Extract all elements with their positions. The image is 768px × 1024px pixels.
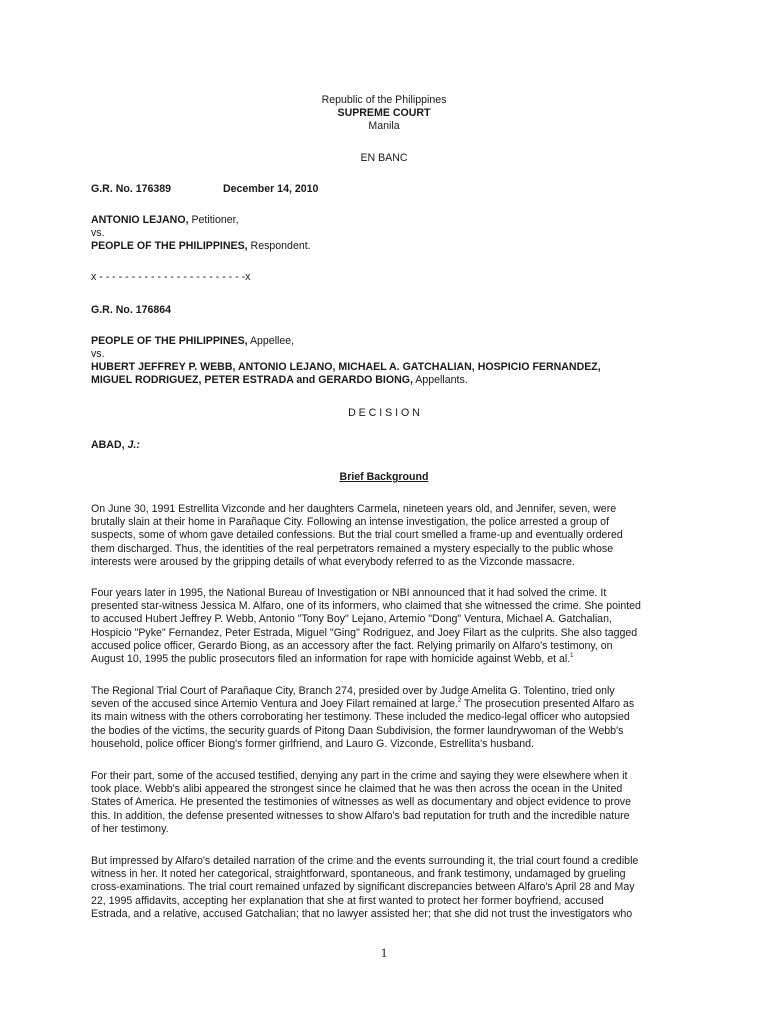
- decision-heading: D E C I S I O N: [348, 407, 420, 419]
- paragraph-text: The prosecution presented Alfaro as: [461, 698, 635, 711]
- paragraph-line: 22, 1995 affidavits, accepting her explanation that she at first wanted to protect her former boyfriend, accused: [91, 894, 604, 907]
- section-title: Brief Background: [339, 471, 429, 483]
- paragraph-line: interests were aroused by the gripping details of what everybody referred to as the Vizconde massacre.: [91, 555, 575, 568]
- case1-petitioner: [91, 214, 239, 227]
- justice-suffix: J.:: [127, 439, 140, 451]
- case-separator: x - - - - - - - - - - - - - - - - - - - - - - -x: [91, 271, 251, 283]
- paragraph-line: The Regional Trial Court of Parañaque City, Branch 274, presided over by Judge Amelita G. Tolentino, tried only: [91, 685, 615, 697]
- paragraph-line: the bodies of the victims, the security guards of Pitong Daan Subdivision, the former laundrywoman of the Webb's: [91, 724, 624, 737]
- paragraph-line: [91, 698, 651, 711]
- justice-name: ABAD,: [91, 439, 128, 451]
- republic-line: Republic of the Philippines: [321, 94, 447, 106]
- ponente: [91, 439, 140, 452]
- case1-vs: vs.: [91, 227, 105, 239]
- page-number: 1: [380, 945, 388, 960]
- case2-vs: vs.: [91, 348, 105, 360]
- case1-gr-number: G.R. No. 176389: [91, 183, 172, 195]
- appellants-line-2: [91, 374, 468, 387]
- case1-respondent: [91, 240, 311, 253]
- case2-gr-number: G.R. No. 176864: [91, 304, 172, 316]
- appellants-names: MIGUEL RODRIGUEZ, PETER ESTRADA and GERARDO BIONG,: [91, 374, 413, 386]
- paragraph-line: household, police officer Biong's former girlfriend, and Lauro G. Vizconde, Estrellita's husband.: [91, 737, 534, 750]
- court-city: Manila: [368, 120, 400, 132]
- paragraph-line: For their part, some of the accused testified, denying any part in the crime and saying they were elsewhere when it: [91, 770, 628, 782]
- paragraph-line: accused police officer, Gerardo Biong, as an accessory after the fact. Relying primarily on Alfaro's testimony, on: [91, 639, 613, 652]
- petitioner-name: ANTONIO LEJANO,: [91, 214, 189, 226]
- paragraph-line: cross-examinations. The trial court remained unfazed by significant discrepancies between Alfaro's April 28 and May: [91, 881, 635, 894]
- case2-appellee: [91, 335, 294, 348]
- paragraph-line: them discharged. Thus, the identities of the real perpetrators remained a mystery especially to the public whose: [91, 542, 614, 555]
- court-name: SUPREME COURT: [337, 107, 431, 119]
- footnote-ref-2[interactable]: 2: [457, 698, 462, 705]
- paragraph-line: On June 30, 1991 Estrellita Vizconde and her daughters Carmela, nineteen years old, and Jennifer, seven, were: [91, 503, 617, 515]
- paragraph-text: August 10, 1995 the public prosecutors filed an information for rape with homicide against Webb, et al.: [91, 653, 571, 666]
- respondent-name: PEOPLE OF THE PHILIPPINES,: [91, 240, 248, 252]
- paragraph-5: [91, 855, 651, 921]
- petitioner-role: Petitioner,: [188, 214, 239, 226]
- paragraph-line: of her testimony.: [91, 822, 169, 835]
- appellee-role: Appellee,: [247, 335, 295, 347]
- appellants-line-1: HUBERT JEFFREY P. WEBB, ANTONIO LEJANO, MICHAEL A. GATCHALIAN, HOSPICIO FERNANDEZ,: [91, 361, 601, 373]
- paragraph-1: [91, 503, 651, 569]
- paragraph-text: seven of the accused since Artemio Ventura and Joey Filart remained at large.: [91, 698, 458, 711]
- footnote-ref-1[interactable]: 1: [570, 653, 574, 660]
- paragraph-line: Estrada, and a relative, accused Gatchalian; that no lawyer assisted her; that she did not trust the investigators who: [91, 907, 633, 920]
- appellants-role: Appellants.: [412, 374, 468, 386]
- banc-label: EN BANC: [360, 152, 408, 164]
- paragraph-3: [91, 685, 651, 751]
- paragraph-line: presented star-witness Jessica M. Alfaro, one of its informers, who claimed that she witnessed the crime. She pointed: [91, 600, 641, 613]
- paragraph-line: brutally slain at their home in Parañaque City. Following an intense investigation, the police arrested a group of: [91, 516, 610, 529]
- paragraph-line: States of America. He presented the testimonies of witnesses as well as documentary and object evidence to prove: [91, 796, 631, 809]
- paragraph-line: witness in her. It noted her categorical, straightforward, spontaneous, and frank testimony, undamaged by grueling: [91, 868, 626, 881]
- paragraph-4: [91, 770, 651, 836]
- paragraph-line: suspects, some of whom gave detailed confessions. But the trial court smelled a frame-up and eventually ordered: [91, 529, 623, 542]
- case1-date: December 14, 2010: [223, 183, 319, 195]
- paragraph-line: Four years later in 1995, the National Bureau of Investigation or NBI announced that it had solved the crime. It: [91, 587, 607, 599]
- paragraph-line: took place. Webb's alibi appeared the strongest since he claimed that he was then across the ocean in the United: [91, 783, 623, 796]
- paragraph-2: [91, 587, 651, 666]
- paragraph-line: its main witness with the others corroborating her testimony. These included the medico-legal officer who autopsied: [91, 711, 630, 724]
- paragraph-line: Hospicio "Pyke" Fernandez, Peter Estrada, Miguel "Ging" Rodriguez, and Joey Filart as the culprits. She also tagged: [91, 626, 638, 639]
- paragraph-line: But impressed by Alfaro's detailed narration of the crime and the events surrounding it, the trial court found a credible: [91, 855, 639, 867]
- paragraph-line: to accused Hubert Jeffrey P. Webb, Antonio "Tony Boy" Lejano, Artemio "Dong" Ventura, Michael A. Gatchalian,: [91, 613, 612, 626]
- appellee-name: PEOPLE OF THE PHILIPPINES,: [91, 335, 248, 347]
- paragraph-line: this. In addition, the defense presented witnesses to show Alfaro's bad reputation for truth and the incredible nature: [91, 809, 630, 822]
- respondent-role: Respondent.: [247, 240, 311, 252]
- paragraph-line: [91, 653, 651, 666]
